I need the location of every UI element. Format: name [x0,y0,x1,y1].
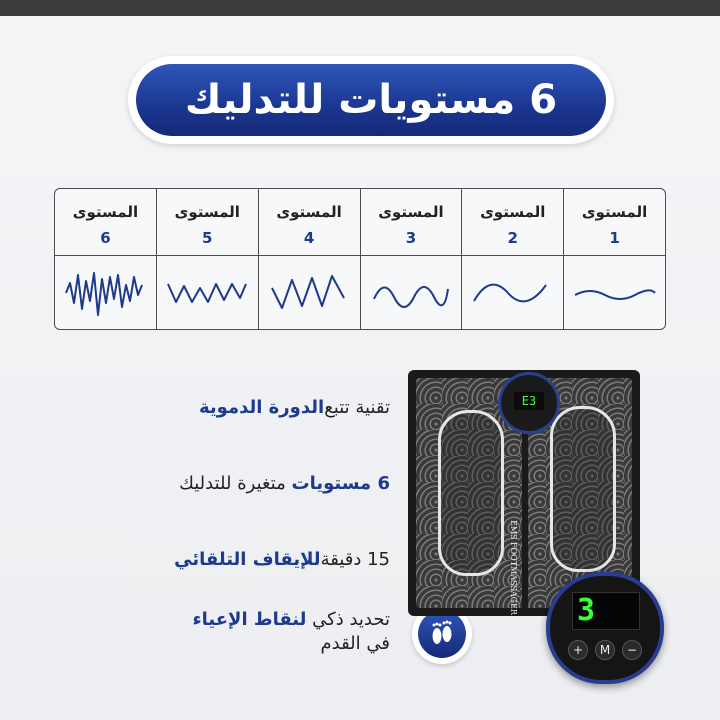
level-number: 4 [303,229,315,247]
left-foot-outline [438,410,504,576]
remote-display-digit: 3 [577,593,596,628]
feature-text-line2: في القدم [320,633,390,654]
wave-icon-level-1 [570,273,660,313]
feature-text-plain: 15 دقيقة [320,549,390,570]
level-col-5 [156,189,258,329]
level-label: المستوى [72,203,139,221]
feature-text [90,528,390,592]
wave-icon-level-4 [264,268,354,318]
level-number: 5 [202,229,213,247]
wave-icon-level-6 [60,265,150,321]
level-label: المستوى [480,203,546,221]
level-label: المستوى [276,203,342,221]
level-col-6 [55,189,156,329]
level-number: 2 [507,229,518,247]
feature-smart-detection [90,604,390,668]
dial-display: E3 [514,392,544,410]
level-col-4 [258,189,360,329]
feature-text-plain: تحديد ذكي [306,609,390,630]
right-foot-outline [550,406,616,572]
level-col-1 [563,189,665,329]
footprints-icon [426,618,458,650]
wave-icon-level-2 [468,271,558,315]
feature-text [90,604,390,672]
feature-text-highlight: لنقاط الإعياء [192,609,307,630]
mode-button[interactable]: M [595,640,615,660]
feature-six-levels [90,452,390,516]
feature-text-highlight: الدورة الدموية [198,397,325,418]
level-label: المستوى [174,203,240,221]
plus-button[interactable]: + [568,640,588,660]
feature-text [90,452,390,516]
level-number: 1 [609,229,620,247]
minus-button[interactable]: − [622,640,642,660]
mat-brand-label: EMS FOOTMASSAGER [509,520,518,615]
feature-text-plain: تقنية تتبع [324,397,390,418]
feature-text-highlight: 6 مستويات [291,473,390,494]
mat-control-dial [498,372,560,434]
feature-auto-stop [90,528,390,592]
remote-controller [546,572,664,684]
wave-icon-level-5 [162,270,252,316]
level-label: المستوى [378,203,444,221]
level-label: المستوى [581,203,648,221]
feature-text [90,376,390,440]
level-col-2 [461,189,563,329]
level-number: 3 [405,229,417,247]
page-title: 6 مستويات للتدليك [136,64,606,136]
level-col-3 [360,189,462,329]
levels-table [54,188,666,330]
level-number: 6 [100,229,111,247]
wave-icon-level-3 [366,271,456,315]
remote-display [572,592,640,630]
feature-text-highlight: للإيقاف التلقائي [174,549,321,570]
feature-blood-circulation [90,376,390,440]
feature-text-plain: متغيرة للتدليك [179,473,286,494]
